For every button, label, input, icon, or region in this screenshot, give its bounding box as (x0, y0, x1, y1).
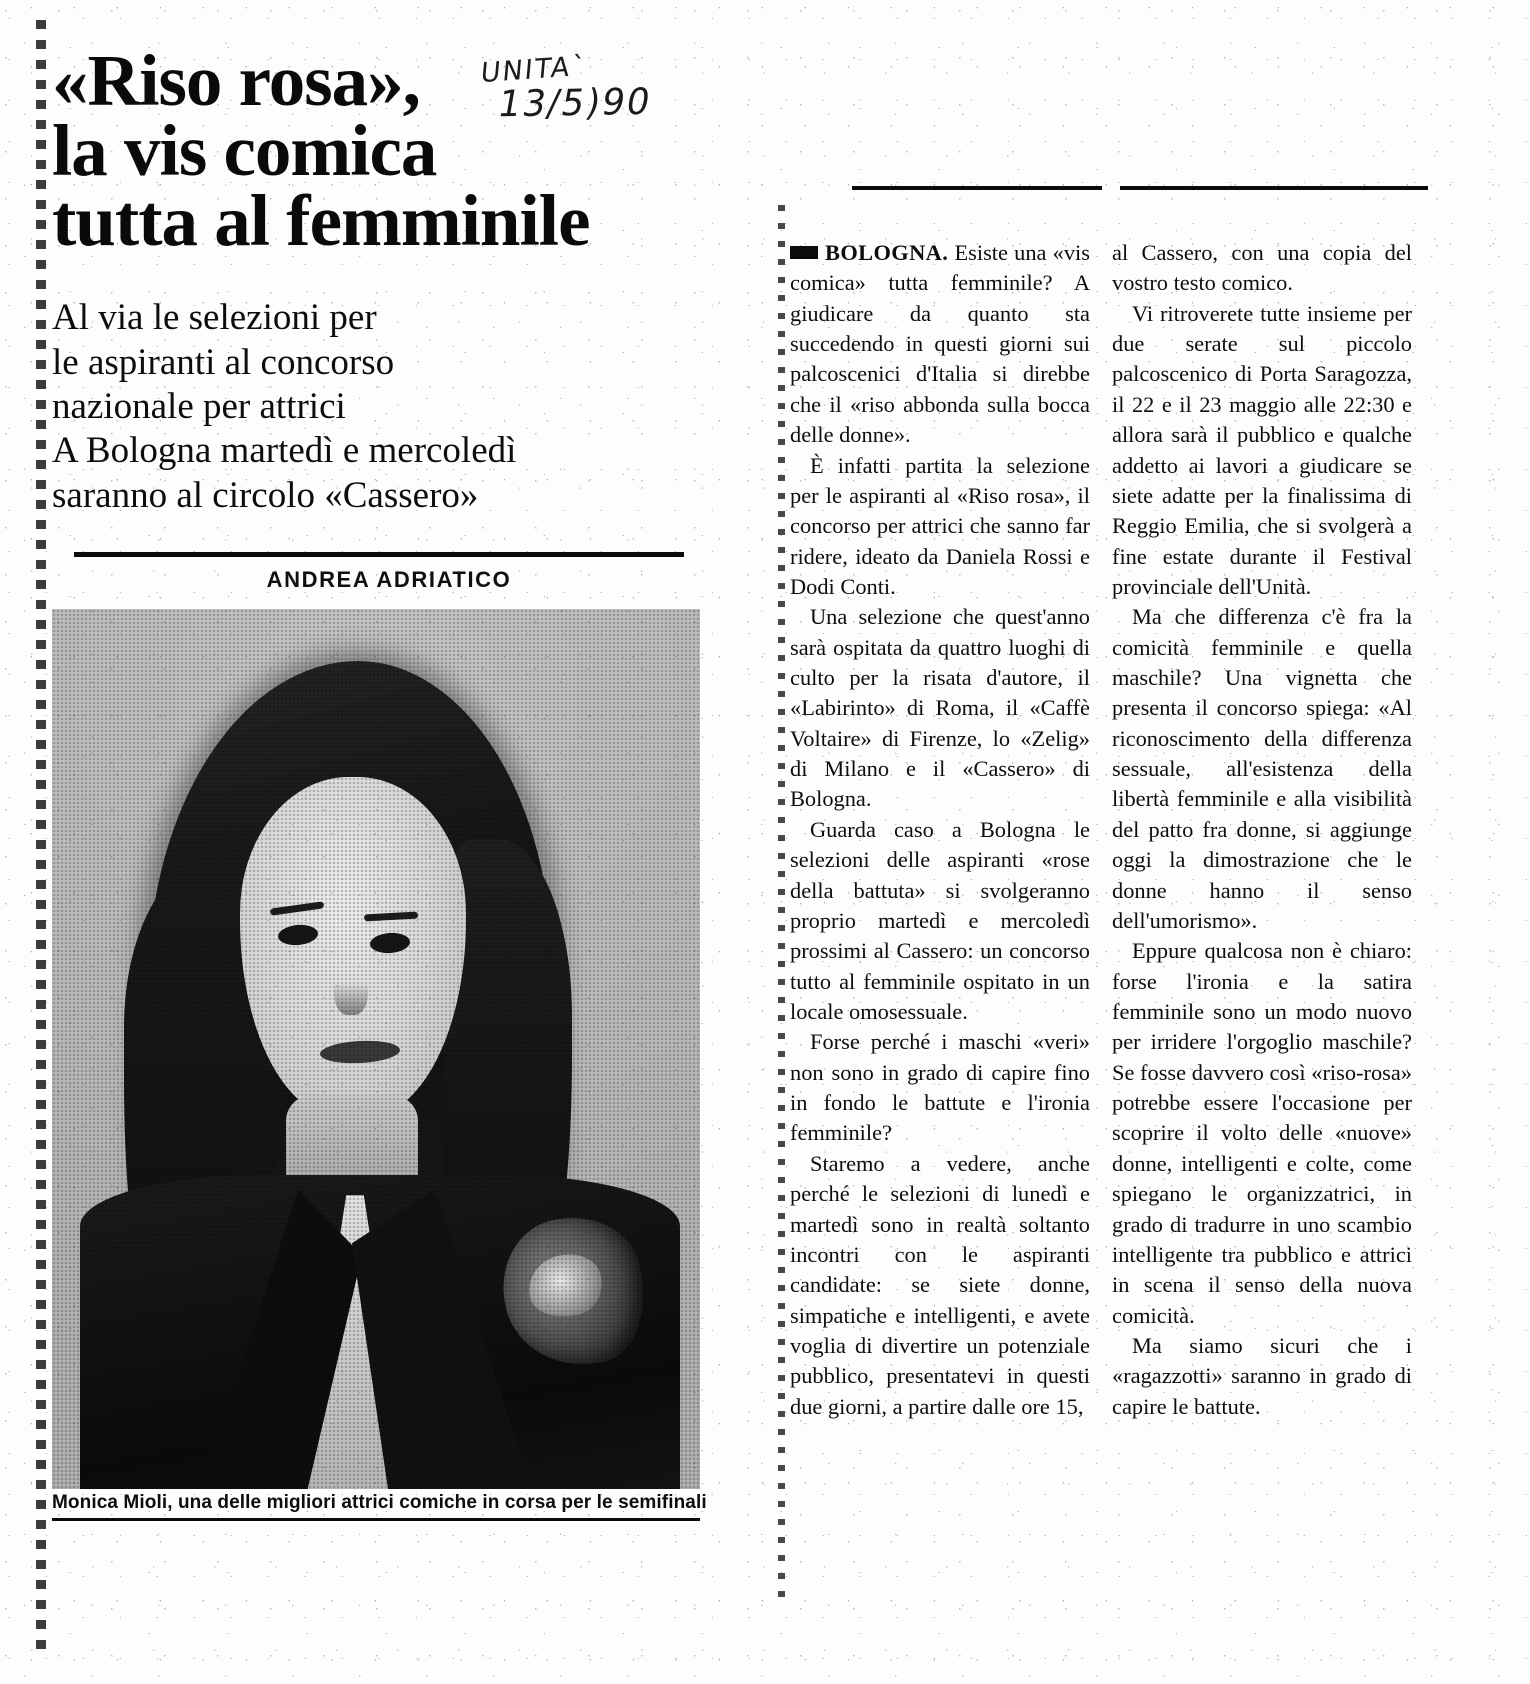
body-paragraph: Una selezione che quest'anno sarà ospitata da quattro luoghi di culto per la risata d'autore, il «Labirinto» di Roma, il «Caffè Voltaire» di Firenze, lo «Zelig» di Milano e il «Cassero» di Bologna. (790, 604, 1090, 812)
subheadline-line-1: Al via le selezioni per (52, 297, 377, 339)
body-paragraph: Ma che differenza c'è fra la comicità femminile e quella maschile? Una vignetta che presenta il concorso spiega: «Al riconoscimento della differenza sessuale, all'esistenza della libertà femminile e alla visibilità del patto fra donne, si aggiunge oggi la dimostrazione che le donne hanno il senso dell'umorismo». (1112, 604, 1412, 933)
body-paragraph: al Cassero, con una copia del vostro testo comico. (1112, 240, 1412, 296)
body-paragraph: Vi ritroverete tutte insieme per due serate sul piccolo palcoscenico di Porta Saragozza, il 22 e il 23 maggio alle 22:30 e allora sarà il pubblico e qualche addetto ai lavori a giudicare se siete adatte per la finalissima di Reggio Emilia, che si svolgerà a fine estate durante il Festival provinciale dell'Unità. (1112, 300, 1412, 599)
article-column-one (790, 238, 1090, 1422)
body-paragraph: È infatti partita la selezione per le aspiranti al «Riso rosa», il concorso per attrici che sanno far ridere, ideato da Daniela Rossi e Dodi Conti. (790, 452, 1090, 599)
headline-line-3: tutta al femminile (52, 180, 590, 262)
dateline-square-icon (790, 246, 818, 259)
handwritten-date: 13/5)90 (494, 81, 655, 126)
article-columns (790, 238, 1490, 1422)
headline-line-1: «Riso rosa», (52, 40, 420, 121)
subheadline-line-2: le aspiranti al concorso (52, 341, 395, 383)
article-subheadline (52, 296, 712, 518)
torn-paper-edge-left (36, 20, 46, 1650)
body-paragraph: Forse perché i maschi «veri» non sono in grado di capire fino in fondo le battute e l'ironia femminile? (790, 1029, 1090, 1146)
byline-divider-rule (74, 552, 684, 557)
subheadline-line-5: saranno al circolo «Cassero» (52, 474, 479, 516)
photo-caption: Monica Mioli, una delle migliori attrici comiche in corsa per le semifinali (52, 1493, 700, 1521)
photo-subject-face (240, 777, 466, 1117)
body-paragraph: Eppure qualcosa non è chiaro: forse l'ironia e la satira femminile sono un modo nuovo per irridere l'orgoglio maschile? Se fosse davvero così «riso-rosa» potrebbe essere l'occasione per scoprire il volto delle «nuove» donne, intelligenti e colte, come spiegano le organizzatrici, in grado di tradurre in uno scambio intelligente tra pubblico e attrici in scena il senso della nuova comicità. (1112, 938, 1412, 1328)
article-column-two (1112, 238, 1412, 1422)
photo-subject-nose (334, 961, 368, 1015)
dateline-city: BOLOGNA. (825, 240, 949, 265)
body-paragraph: Guarda caso a Bologna le selezioni delle aspiranti «rose della battuta» si svolgeranno proprio martedì e mercoledì prossimi al Cassero: un concorso tutto al femminile ospitato in un locale omosessuale. (790, 816, 1090, 1024)
subheadline-line-4: A Bologna martedì e mercoledì (52, 430, 517, 472)
torn-paper-edge-middle (778, 205, 785, 1605)
handwritten-source-name: UNITA` (479, 50, 589, 90)
page-title (52, 40, 712, 262)
column-top-rule-left (852, 186, 1102, 190)
article-byline: ANDREA ADRIATICO (266, 567, 512, 593)
body-paragraph (790, 238, 1090, 451)
body-paragraph: Staremo a vedere, anche perché le selezioni di lunedì e martedì sono in realtà soltanto incontri con le aspiranti candidate: se siete donne, simpatiche e intelligenti, e avete voglia di divertire un potenziale pubblico, presentatevi in questi due giorni, a partire dalle ore 15, (790, 1150, 1090, 1419)
article-header-panel (52, 28, 712, 1521)
article-photo (52, 609, 700, 1489)
body-paragraph: Ma siamo sicuri che i «ragazzotti» saranno in grado di capire le battute. (1112, 1332, 1412, 1419)
subheadline-line-3: nazionale per attrici (52, 386, 346, 428)
headline-line-2: la vis comica (52, 110, 437, 192)
body-paragraph-text: Esiste una «vis comica» tutta femminile? A giudicare da quanto sta succedendo in questi giorni sui palcoscenici d'Italia si direbbe che il «riso abbonda sulla bocca delle donne». (790, 240, 1090, 448)
column-top-rule-right (1120, 186, 1428, 190)
